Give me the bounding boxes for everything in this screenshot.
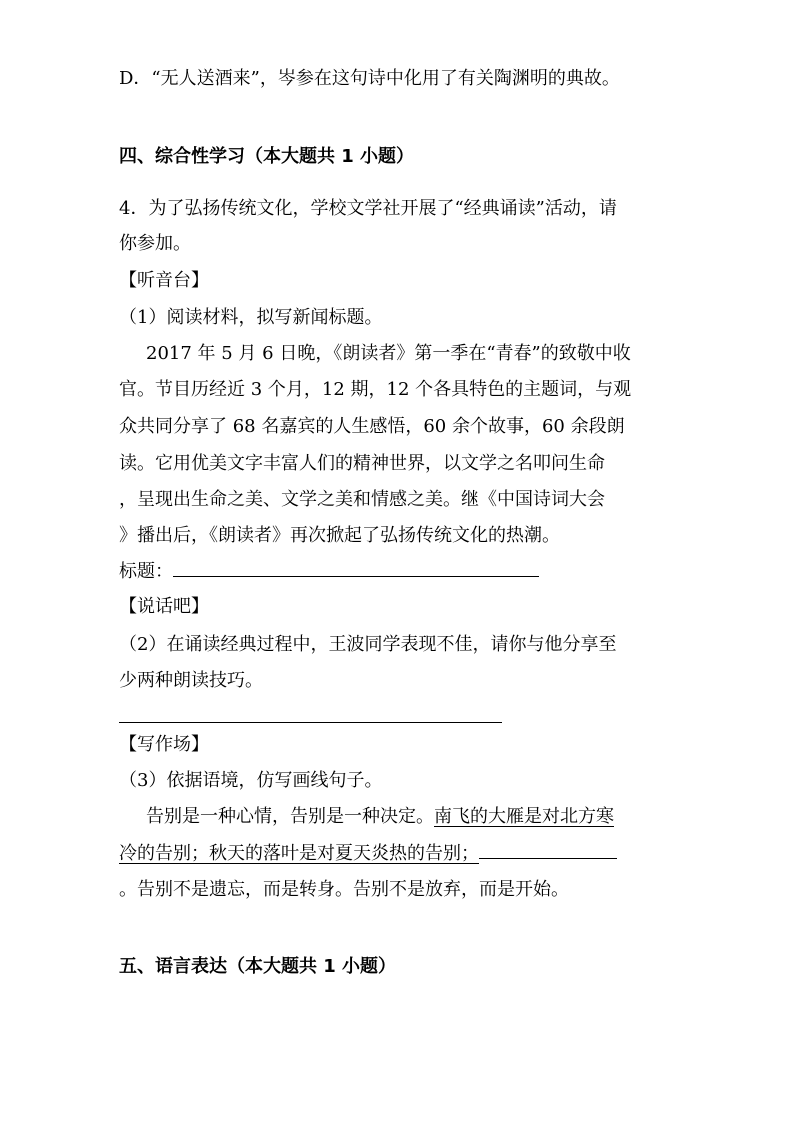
q4-stem-line2: 你参加。 — [119, 233, 191, 254]
passage-line: 》播出后，《朗读者》再次掀起了弘扬传统文化的热潮。 — [119, 525, 560, 546]
part1-prompt: （1）阅读材料，拟写新闻标题。 — [119, 307, 383, 328]
part1-header: 【听音台】 — [119, 270, 209, 291]
part3-underlined-text: 冷的告别；秋天的落叶是对夏天炎热的告别； — [119, 843, 479, 864]
section4-heading: 四、综合性学习（本大题共 1 小题） — [119, 146, 415, 167]
part2-prompt-line1: （2）在诵读经典过程中，王波同学表现不佳，请你与他分享至 — [119, 634, 617, 655]
title-label: 标题： — [119, 561, 173, 582]
passage-line: 众共同分享了 68 名嘉宾的人生感悟，60 余个故事，60 余段朗 — [119, 416, 625, 437]
passage-line: ，呈现出生命之美、文学之美和情感之美。继《中国诗词大会 — [119, 489, 605, 510]
title-blank[interactable] — [173, 576, 539, 577]
title-answer-line — [119, 563, 539, 581]
part2-prompt-line2: 少两种朗读技巧。 — [119, 670, 263, 691]
section5-heading: 五、语言表达（本大题共 1 小题） — [119, 956, 397, 977]
passage-line: 官。节目历经近 3 个月，12 期，12 个各具特色的主题词，与观 — [119, 379, 632, 400]
passage-line: 2017 年 5 月 6 日晚，《朗读者》第一季在“青春”的致敬中收 — [146, 343, 631, 364]
option-d: D．“无人送酒来”，岑参在这句诗中化用了有关陶渊明的典故。 — [119, 68, 620, 89]
q4-stem-line1: 4．为了弘扬传统文化，学校文学社开展了“经典诵读”活动，请 — [119, 198, 617, 219]
part3-imitation-blank[interactable] — [479, 858, 617, 859]
part3-underlined-text: 南飞的大雁是对北方寒 — [434, 806, 614, 827]
part3-text-line3: 。告别不是遗忘，而是转身。告别不是放弃，而是开始。 — [119, 879, 569, 900]
part3-plain-text: 告别是一种心情，告别是一种决定。 — [146, 806, 434, 827]
part3-header: 【写作场】 — [119, 734, 209, 755]
part3-text-line2 — [119, 845, 617, 863]
part3-text-line1 — [146, 808, 614, 826]
part3-prompt: （3）依据语境，仿写画线句子。 — [119, 770, 383, 791]
passage-line: 读。它用优美文字丰富人们的精神世界，以文学之名叩问生命 — [119, 453, 605, 474]
part2-answer-blank[interactable] — [119, 722, 502, 723]
part2-header: 【说话吧】 — [119, 596, 209, 617]
